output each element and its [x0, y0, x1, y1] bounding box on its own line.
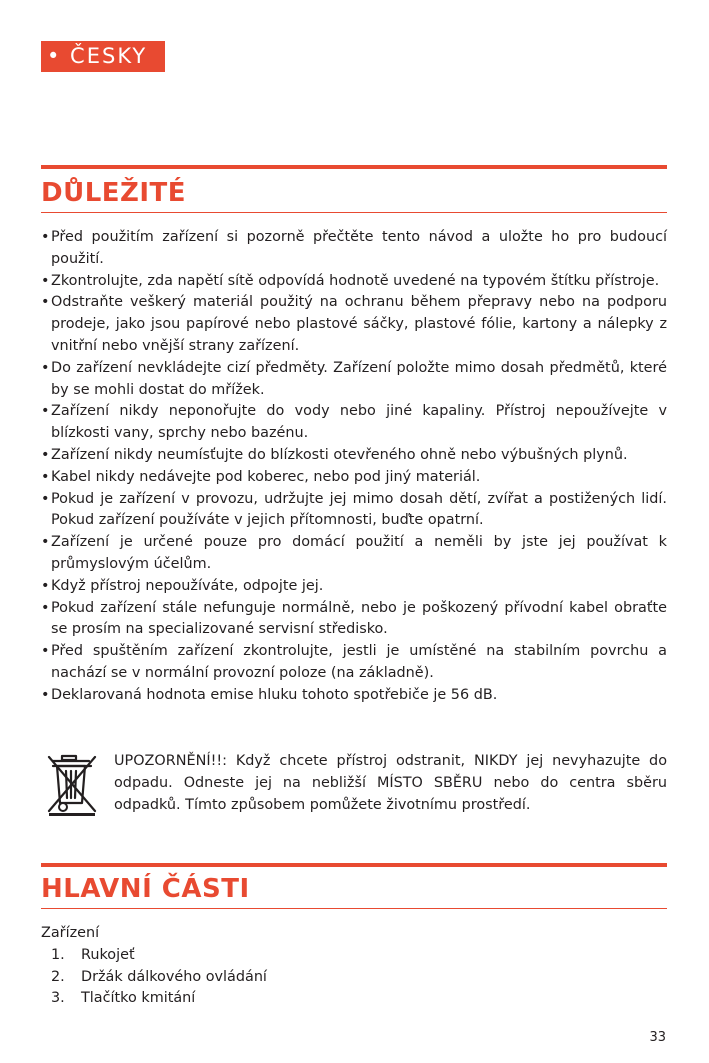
list-item: • Pokud je zařízení v provozu, udržujte jej mimo dosah dětí, zvířat a postižených lidí. Pokud zařízení používáte v jejich přítomnosti, buďte opatrní.: [41, 489, 667, 533]
important-list: [41, 227, 667, 707]
parts-list: [41, 945, 667, 1010]
list-item: • Kabel nikdy nedávejte pod koberec, nebo pod jiný materiál.: [41, 467, 667, 489]
crossed-out-wheelie-bin-icon: [43, 753, 103, 817]
section-top-rule: [41, 165, 667, 169]
list-item: • Když přístroj nepoužíváte, odpojte jej.: [41, 576, 667, 598]
item-number: 1.: [51, 946, 65, 963]
warning-text: UPOZORNĚNÍ!!: Když chcete přístroj odstranit, NIKDY jej nevyhazujte do odpadu. Odneste jej na nebližší MÍSTO SBĚRU nebo do centra sběru odpadků. Tímto způsobem pomůžete životnímu prostředí.: [114, 753, 667, 813]
item-text: Rukojeť: [81, 946, 135, 963]
page-number: 33: [649, 1030, 666, 1045]
section-top-rule: [41, 863, 667, 867]
section-bottom-rule: [41, 908, 667, 909]
list-item: • Zařízení nikdy neponořujte do vody nebo jiné kapaliny. Přístroj nepoužívejte v blízkosti vany, sprchy nebo bazénu.: [41, 401, 667, 445]
list-item: • Před použitím zařízení si pozorně přečtěte tento návod a uložte ho pro budoucí použití.: [41, 227, 667, 271]
list-item: • Odstraňte veškerý materiál použitý na ochranu během přepravy nebo na podporu prodeje, jako jsou papírové nebo plastové sáčky, plastové fólie, kartony a nálepky z vnitřní nebo vnější strany zařízení.: [41, 292, 667, 357]
section-bottom-rule: [41, 212, 667, 213]
list-item: • Zkontrolujte, zda napětí sítě odpovídá hodnotě uvedené na typovém štítku přístroje.: [41, 271, 667, 293]
list-item: • Zařízení nikdy neumísťujte do blízkosti otevřeného ohně nebo výbušných plynů.: [41, 445, 667, 467]
list-item: • Před spuštěním zařízení zkontrolujte, jestli je umístěné na stabilním povrchu a nachází se v normální provozní poloze (na základně).: [41, 641, 667, 685]
important-section-header: [41, 165, 667, 213]
item-text: Držák dálkového ovládání: [81, 968, 267, 985]
list-item: • Do zařízení nevkládejte cizí předměty. Zařízení položte mimo dosah předmětů, které by se mohli dostat do mřížek.: [41, 358, 667, 402]
list-item: • Zařízení je určené pouze pro domácí použití a neměli by jste jej používat k průmyslovým účelům.: [41, 532, 667, 576]
list-item: [41, 988, 667, 1010]
list-item: • Pokud zařízení stále nefunguje normálně, nebo je poškozený přívodní kabel obraťte se prosím na specializované servisní středisko.: [41, 598, 667, 642]
main-parts-title: HLAVNÍ ČÁSTI: [41, 874, 250, 904]
item-number: 3.: [51, 990, 65, 1007]
main-parts-section-header: [41, 863, 667, 909]
important-title: DŮLEŽITÉ: [41, 178, 187, 208]
list-item: • Deklarovaná hodnota emise hluku tohoto spotřebiče je 56 dB.: [41, 685, 667, 707]
item-text: Tlačítko kmitání: [81, 990, 196, 1007]
main-parts: [41, 923, 667, 1010]
disposal-warning: [41, 751, 667, 821]
list-item: [41, 945, 667, 967]
item-number: 2.: [51, 968, 65, 985]
language-tab: • ČESKY: [41, 41, 165, 72]
parts-label: Zařízení: [41, 925, 100, 941]
list-item: [41, 967, 667, 989]
